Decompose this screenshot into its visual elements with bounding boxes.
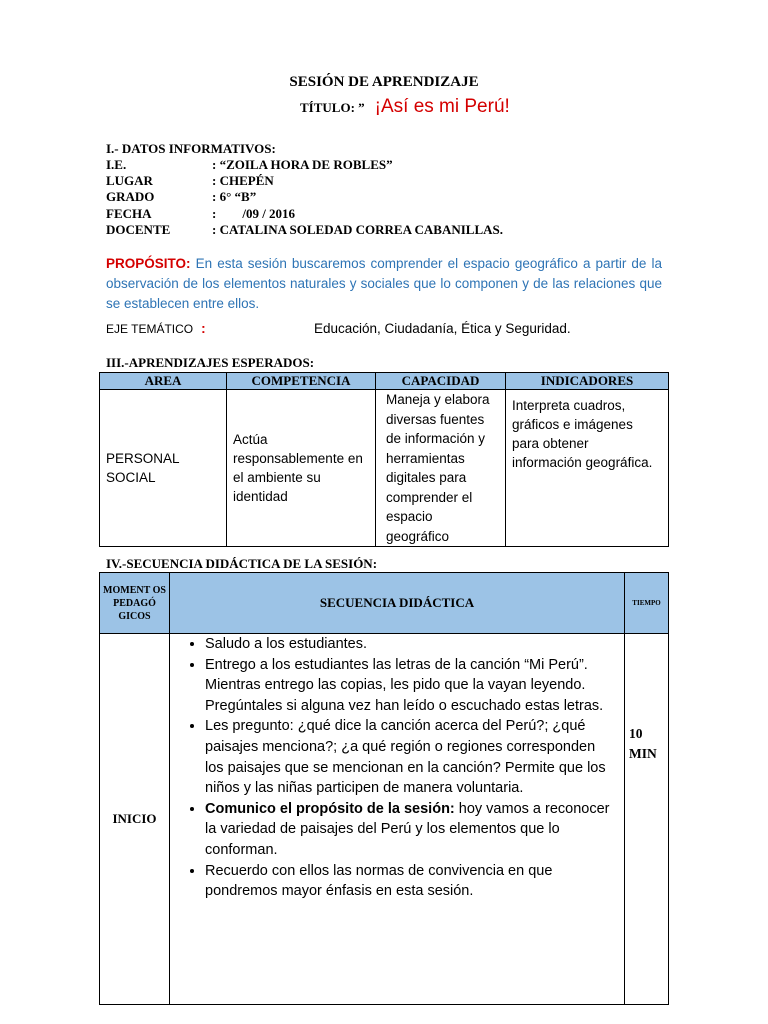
sequence-heading: IV.-SECUENCIA DIDÁCTICA DE LA SESIÓN: [106,556,378,571]
info-label: GRADO [106,189,155,204]
eje-tematico-row [106,321,571,336]
info-value: : CHEPÉN [212,173,274,188]
col-header-secuencia: SECUENCIA DIDÁCTICA [170,573,625,634]
info-row-docente [106,222,503,238]
cell-capacidad: Maneja y elabora diversas fuentes de información y herramientas digitales para comprender el espacio geográfico [376,390,506,547]
eje-label: EJE TEMÁTICO [106,322,194,336]
list-item [205,634,614,655]
step-text: hoy vamos a reconocer la variedad de paisajes del Perú y los elementos que lo conforman. [205,800,610,858]
eje-colon: : [201,321,206,336]
info-row-lugar [106,173,274,189]
info-label: LUGAR [106,173,153,188]
info-row-grado [106,189,256,205]
col-header-area: AREA [100,373,227,390]
purpose-label: PROPÓSITO: [106,256,191,271]
sequence-row-inicio [100,634,669,1005]
steps-list [170,634,624,902]
col-header-momentos: MOMENT OS PEDAGÓ GICOS [100,573,170,634]
list-item [205,799,614,861]
info-label: I.E. [106,157,127,172]
subtitle-row [300,96,510,118]
step-text: Saludo a los estudiantes. [205,636,368,652]
sequence-header-row [100,573,669,634]
info-value: : 6° “B” [212,189,257,204]
col-header-tiempo: TIEMPO [625,573,669,634]
subtitle-value: ¡Así es mi Perú! [374,96,510,117]
sequence-table [99,572,669,1005]
info-label: DOCENTE [106,222,171,237]
info-row-fecha [106,206,295,222]
learning-table [99,372,669,547]
info-label: FECHA [106,206,152,221]
step-text: Entrego a los estudiantes las letras de la canción “Mi Perú”. Mientras entrego las copias, les pido que la vayan leyendo. Pregúntales si alguna vez han leído o escuchado estas letras. [205,656,604,714]
step-text: Les pregunto: ¿qué dice la canción acerca del Perú?; ¿qué paisajes menciona?; ¿a qué región o regiones corresponden los paisajes que se mencionan en la canción? Permite que los niños y las niñas participen de manera voluntaria. [205,718,606,797]
list-item [205,655,614,717]
time-cell: 10 MIN [625,634,669,1005]
purpose-paragraph [106,254,662,314]
document-title: SESIÓN DE APRENDIZAJE [289,74,479,90]
info-row-ie [106,157,393,173]
learning-row [100,390,669,547]
info-value: : CATALINA SOLEDAD CORREA CABANILLAS. [212,222,503,237]
list-item [205,716,614,798]
moment-cell: INICIO [100,634,170,1005]
list-item [205,861,614,902]
learning-heading: III.-APRENDIZAJES ESPERADOS: [106,355,315,370]
step-bold: Comunico el propósito de la sesión: [205,800,455,817]
info-value: : /09 / 2016 [212,206,296,221]
info-value: : “ZOILA HORA DE ROBLES” [212,157,393,172]
cell-area: PERSONAL SOCIAL [100,390,227,547]
col-header-capacidad: CAPACIDAD [376,373,506,390]
cell-competencia: Actúa responsablemente en el ambiente su identidad [227,390,376,547]
col-header-indicadores: INDICADORES [506,373,669,390]
step-text: Recuerdo con ellos las normas de convivencia en que pondremos mayor énfasis en esta sesión. [205,862,553,900]
info-heading: I.- DATOS INFORMATIVOS: [106,141,276,156]
col-header-competencia: COMPETENCIA [227,373,376,390]
learning-header-row [100,373,669,390]
eje-value: Educación, Ciudadanía, Ética y Seguridad. [314,321,571,336]
sequence-cell [170,634,625,1005]
subtitle-label: TÍTULO: ” [300,100,365,115]
cell-indicadores: Interpreta cuadros, gráficos e imágenes para obtener información geográfica. [506,390,669,547]
purpose-text: En esta sesión buscaremos comprender el espacio geográfico a partir de la observación de los elementos naturales y sociales que lo componen y de las relaciones que se establecen entre ellos. [106,256,662,311]
